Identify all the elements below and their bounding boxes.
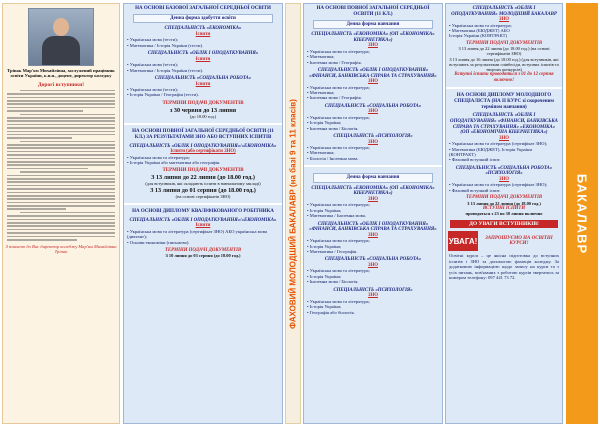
program-strip [285,3,301,424]
exam-label: Іспити [195,31,211,37]
deadline-title: ТЕРМІНИ ПОДАЧІ ДОКУМЕНТІВ [465,40,543,46]
exam-label: Іспити [195,223,211,229]
exam-item: • Математика / Історія України (тести). [127,42,204,48]
specialty-title: СПЕЦІАЛЬНІСТЬ «ОБЛІК І ОПОДАТКУВАННЯ» «ФІНАНСИ, БАНКІВСЬКА СПРАВА ТА СТРАХУВАННЯ» [309,221,437,233]
exam-item: • Українська мова та література; [307,238,370,244]
deadline-title: ТЕРМІНИ ПОДАЧІ ДОКУМЕНТІВ [465,195,543,201]
specialty-title: СПЕЦІАЛЬНІСТЬ «СОЦІАЛЬНА РОБОТА» [324,103,422,109]
exam-item: • Українська мова та література; [307,114,370,120]
courses-note: Освітні курси – це якісна підготовка до вступних іспитів і ЗНО за допомогою фахівців коледжу. За додатковою інформацією щодо запису на курси та з усіх питань, пов'язаних з роботою курсів звертатись за номером телефону: 097 441 73 72. [449,253,559,281]
exam-item: • Українська мова (тести); [127,62,178,68]
director-signature: З повагою до Вас директор коледжу Мар'ям Михайлівна Тріпак [5,243,117,254]
exam-item: • Українська мова та література; [307,84,370,90]
specialty-title: СПЕЦІАЛЬНІСТЬ «СОЦІАЛЬНА РОБОТА» [324,257,422,263]
deadline-dates: З 13 липня до 22 липня (до 18.00 год.) (на основі сертифікатів ЗНО) [458,46,550,57]
exam-item: • Українська мова та література (сертифікат ЗНО) АБО українська мова (диктант); [127,228,267,240]
deadline-note: (для вступників, які складають іспити в навчальному закладі) [145,181,261,187]
specialty-title: СПЕЦІАЛЬНІСТЬ «ОБЛІК І ОПОДАТКУВАННЯ» «ФІНАНСИ, БАНКІВСЬКА СПРАВА ТА СТРАХУВАННЯ» [309,68,437,79]
section-heading: НА ОСНОВІ ДИПЛОМУ МОЛОДШОГО СПЕЦІАЛІСТА (НА II КУРС зі скороченим терміном навчання) [454,93,554,110]
deadline-dates: З 13 липня до 22 липня (до 18.00 год.) [467,200,541,206]
director-column [2,3,120,424]
specialty-title: СПЕЦІАЛЬНІСТЬ «ОБЛІК І ОПОДАТКУВАННЯ» [147,51,259,57]
section-heading: НА ОСНОВІ ДИПЛОМУ КВАЛІФІКОВАНОГО РОБІТНИКА [132,209,274,215]
exam-item: • Історія України; [307,120,342,126]
exam-label: ЗНО [499,135,509,141]
exam-item: • Математика (БЮДЖЕТ), Історія України (КОНТРАКТ) [449,146,532,158]
exam-item: • Українська мова та література; [127,154,190,160]
exam-item: • Українська мова та література; [307,145,370,151]
exam-item: • Українська мова та література (сертифікат ЗНО); [449,182,548,188]
exam-item: • Історія України; [307,273,342,279]
deadline-dates: З 10 липня до 03 серпня (до 18.00 год.) [165,253,241,259]
deadline-dates: З 13 липня до 01 серпня (до 18.00 год.) [150,186,256,194]
bachelor-column [445,3,563,424]
specialty-title: СПЕЦІАЛЬНІСТЬ «ОБЛІК І ОПОДАТКУВАННЯ»/«ЕКОНОМІКА» [129,143,277,149]
exam-label: ЗНО [368,232,378,238]
exam-item: • Фаховий вступний іспит. [449,187,501,193]
exam-item: • Географія або біологія. [307,309,355,315]
exam-label: ЗНО [368,139,378,145]
section-heading: НА ОСНОВІ ПОВНОЇ ЗАГАЛЬНОЇ СЕРЕДНЬОЇ ОСВІТИ (11 КЛ.) [316,6,430,17]
form-band: Денна форма здобуття освіти [133,14,273,24]
specialty-title: СПЕЦІАЛЬНІСТЬ «СОЦІАЛЬНА РОБОТА» «ПСИХОЛОГІЯ» [455,165,553,177]
director-photo [28,8,94,66]
exam-label: ЗНО [368,197,378,203]
exam-label: ЗНО [368,109,378,115]
exam-label: Іспити [195,56,211,62]
deadline-note: (до 18.00 год.) [189,113,217,119]
entrance-exams-dates: проводяться з 23 по 30 липня включно [465,211,543,217]
exam-label: ЗНО [368,263,378,269]
exam-item: • Українська мова та література (сертифікат ЗНО); [449,141,548,147]
uvaga-badge: УВАГА! [448,231,478,251]
deadline-note: З 13 липня до 16 липня (до 18.00 год.) (для вступників, які вступають за результатами співбесіди, вступних іспитів та творчих конкурсів) [449,56,559,73]
specialty-title: СПЕЦІАЛЬНІСТЬ «СОЦІАЛЬНА РОБОТА» [154,76,252,82]
exam-label: ЗНО [368,43,378,49]
exam-item: • Українська мова та література; [449,22,512,28]
deadline-title: ТЕРМІНИ ПОДАЧІ ДОКУМЕНТІВ [162,100,244,106]
specialty-title: СПЕЦІАЛЬНІСТЬ «ОБЛІК І ОПОДАТКУВАННЯ» «ФІНАНСИ, БАНКІВСЬКА СПРАВА ТА СТРАХУВАННЯ» «ЕКОНОМІКА» (ОП «ЕКОНОМІЧНА КІБЕРНЕТИКА») [450,113,558,136]
director-letter [7,90,115,241]
deadline-note: (на основі сертифікатів ЗНО) [175,193,231,199]
exam-item: • Іноземна мова / Географія. [307,59,362,65]
exam-item: • Історія України або математика або географія. [127,160,221,166]
entrance-exams-title: ВСТУПНІ ІСПИТИ [482,205,526,211]
exam-item: • Фаховий вступний іспит. [449,157,501,163]
exam-item: • Історія України; [307,304,342,310]
section-heading: НА ОСНОВІ БАЗОВОЇ ЗАГАЛЬНОЇ СЕРЕДНЬОЇ ОСВІТИ [135,6,271,11]
exam-item: • Українська мова та література; [307,268,370,274]
exam-item: • Українська мова та література; [307,298,370,304]
program-strip-label: ФАХОВИЙ МОЛОДШИЙ БАКАЛАВР (на базі 9 та 11 класів) [288,98,298,329]
complete-education-column [303,3,443,424]
exam-item: • Математика / Історія України (тести). [127,67,204,73]
exam-label: ЗНО [368,79,378,85]
deadline-dates: З 13 липня до 22 липня (до 18.00 год.) [151,174,255,182]
exam-item: • Іноземна мова / Біологія. [307,125,359,131]
exam-item: • Математика; [307,54,335,60]
exam-item: • Українська мова та література; [307,202,370,208]
exam-item: • Основи економіки (письмово). [127,239,190,245]
specialty-title: СПЕЦІАЛЬНІСТЬ «ОБЛІК І ОПОДАТКУВАННЯ»/«ЕКОНОМІКА» [129,217,277,223]
form-band: Денна форма навчання [313,20,433,30]
specialty-title: СПЕЦІАЛЬНІСТЬ «ПСИХОЛОГІЯ» [333,134,413,140]
form-band: Денна форма навчання [313,173,433,183]
director-caption: Тріпак Мар'ям Михайлівна, заслужений працівник освіти України, к.п.н., доцент, директор коледжу [7,68,115,79]
section-heading: НА ОСНОВІ ПОВНОЇ ЗАГАЛЬНОЇ СЕРЕДНЬОЇ ОСВІТИ (11 КЛ.) ЗА РЕЗУЛЬТАТАМИ ЗНО АБО ВСТУПНИХ ІСПИТІВ [132,129,274,140]
courses-invite: ЗАПРОШУЄМО НА ОСВІТНІ КУРСИ! [485,235,553,247]
exam-label: ЗНО [499,177,509,183]
exam-label: ЗНО [499,17,509,23]
exam-item: • Математика; [307,90,335,95]
deadline-title: ТЕРМІНИ ПОДАЧІ ДОКУМЕНТІВ [164,248,242,254]
exam-item: • Українська мова (тести); [127,87,178,93]
exam-item: • Математика; [307,150,335,156]
bachelor-sidebar-label: БАКАЛАВР [574,173,590,254]
exam-item: • Іноземна мова / Біологія. [307,279,359,285]
specialty-title: СПЕЦІАЛЬНІСТЬ «ОБЛІК І ОПОДАТКУВАННЯ» МОЛОДШИЙ БАКАЛАВР [451,6,557,17]
exam-dates-note: Вступні іспити проводяться з 01 до 12 серпня включно! [454,72,554,83]
exam-item: • Математика / Іноземна мова. [307,213,367,219]
exam-item: • Математика / Географія. [307,249,358,255]
exam-item: Історія України (КОНТРАКТ) [449,33,508,39]
specialty-title: СПЕЦІАЛЬНІСТЬ «ПСИХОЛОГІЯ» [333,287,413,293]
greeting: Дорогі вступники! [37,81,85,88]
exam-item: • Математика (БЮДЖЕТ) АБО [449,28,510,33]
exam-item: • Історія України; [307,207,342,213]
bachelor-sidebar [566,3,598,424]
exam-label: Іспити [195,81,211,87]
exam-label: Іспити (або сертифікати ЗНО) [170,149,236,155]
exam-item: • Історія України / Географія (тести). [127,92,199,98]
exam-item: • Біологія / Іноземна мова. [307,155,359,161]
specialty-title: СПЕЦІАЛЬНІСТЬ «ЕКОНОМІКА» [164,26,242,32]
exam-item: • Українська мова (тести); [127,37,178,43]
attention-banner: ДО УВАГИ ВСТУПНИКІВ! [450,220,558,228]
exam-label: ЗНО [368,293,378,299]
courses-promo [448,231,560,251]
specialty-title: СПЕЦІАЛЬНІСТЬ «ЕКОНОМІКА» (ОП «ЕКОНОМІКА» КІБЕРНЕТИКА») [311,32,435,43]
deadline-title: ТЕРМІНИ ПОДАЧІ ДОКУМЕНТІВ [162,168,244,174]
basic-education-column [123,3,283,424]
exam-item: • Українська мова та література; [307,48,370,54]
specialty-title: СПЕЦІАЛЬНІСТЬ «ЕКОНОМІКА» (ОП «ЕКОНОМІКА» КІБЕРНЕТИКА») [311,185,435,197]
exam-item: • Історія України; [307,243,342,249]
exam-item: • Іноземна мова / Географія. [307,95,362,101]
deadline-dates: з 30 червня до 13 липня [169,106,237,114]
